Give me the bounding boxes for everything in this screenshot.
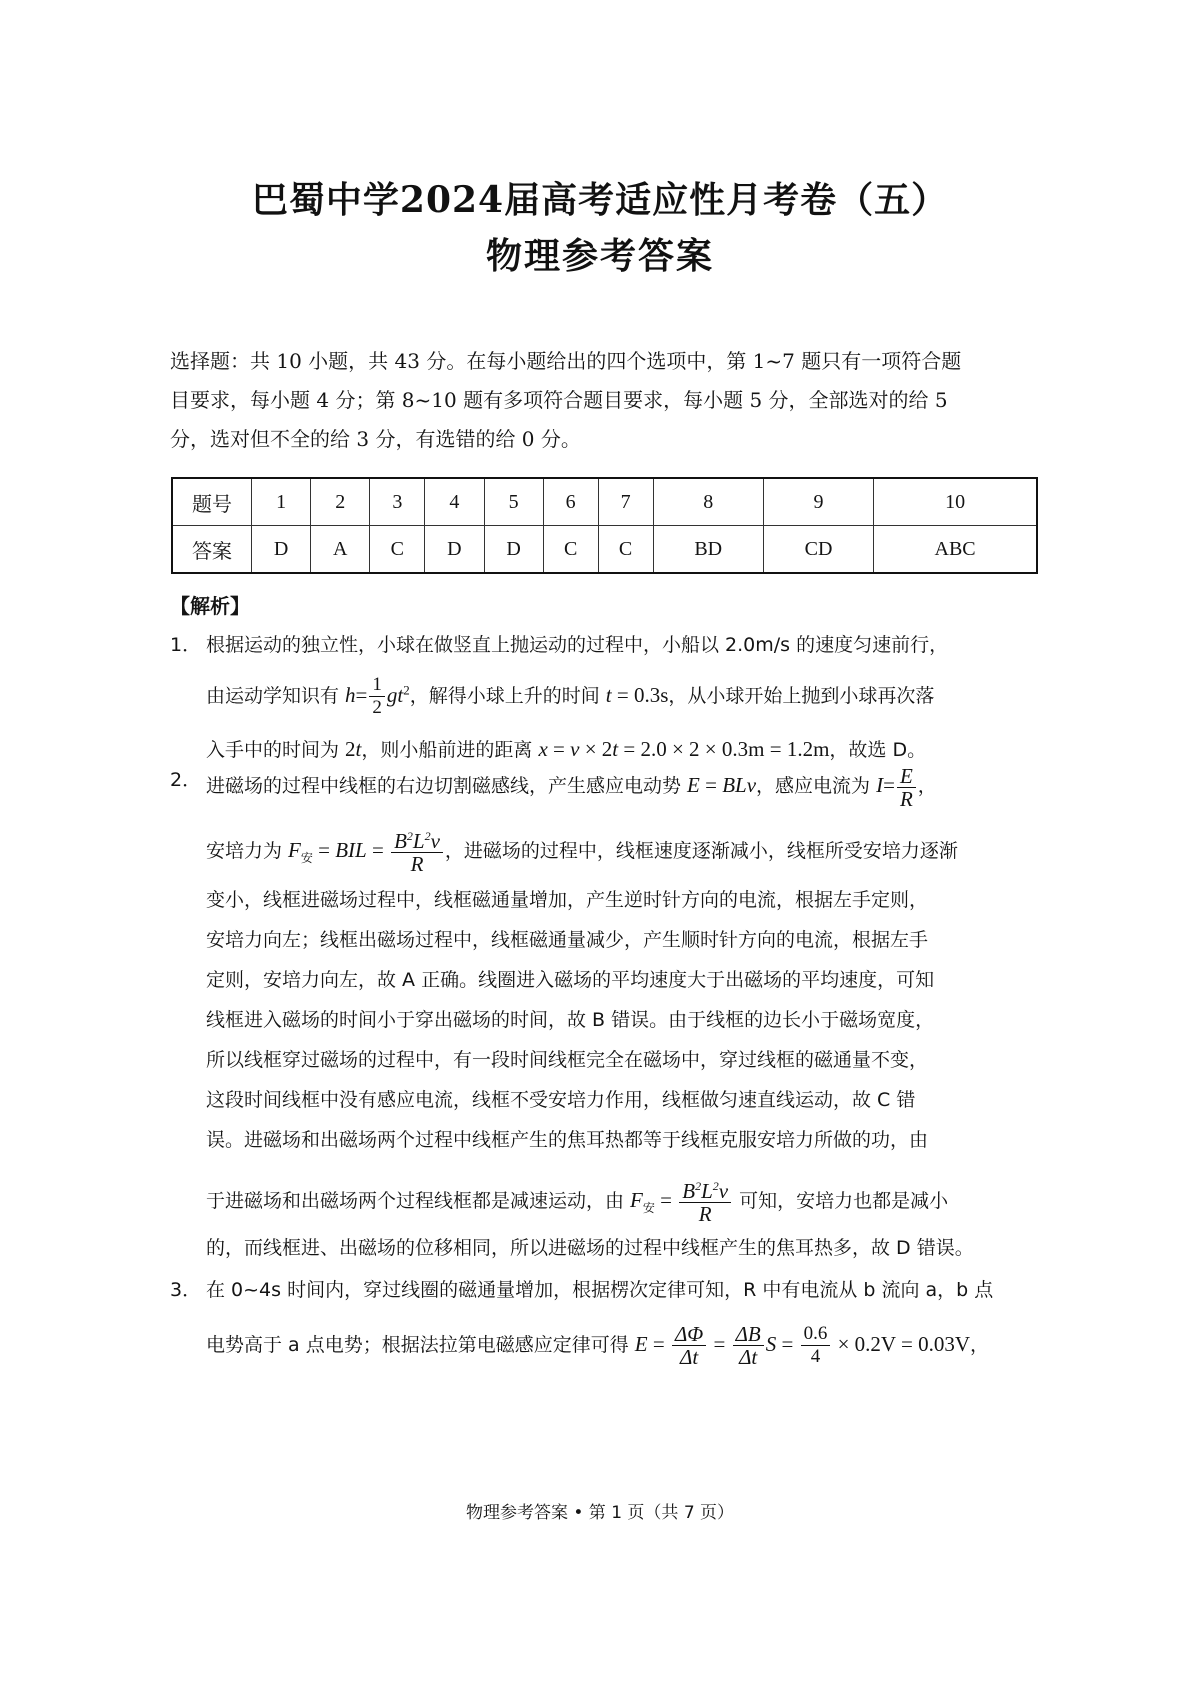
question-number: 2． bbox=[170, 769, 202, 791]
answer-table bbox=[171, 477, 1038, 574]
fraction: $\frac{\Delta\Phi}{\Delta t}$ bbox=[672, 1323, 706, 1368]
text-line: 线框进入磁场的时间小于穿出磁场的时间，故 B 错误。由于线框的边长小于磁场宽度， bbox=[206, 1009, 935, 1031]
text-fragment: ，感应电流为 bbox=[756, 775, 877, 797]
text-line: 的，而线框进、出磁场的位移相同，所以进磁场的过程中线框产生的焦耳热多，故 D 错误。 bbox=[206, 1237, 974, 1259]
table-cell: 10 bbox=[874, 478, 1037, 526]
text-fragment: ，则小船前进的距离 bbox=[361, 739, 539, 761]
table-cell: BD bbox=[653, 526, 763, 574]
text-fragment: ，解得小球上升的时间 bbox=[409, 685, 606, 707]
text-line: 变小，线框进磁场过程中，线框磁通量增加，产生逆时针方向的电流，根据左手定则， bbox=[206, 889, 929, 911]
text-fragment: ，从小球开始上抛到小球再次落 bbox=[668, 685, 935, 707]
text-fragment: ，故选 D。 bbox=[829, 739, 927, 761]
table-cell: C bbox=[598, 526, 653, 574]
table-header-cell: 题号 bbox=[172, 478, 252, 526]
table-cell: C bbox=[543, 526, 598, 574]
equation: x bbox=[538, 737, 548, 761]
table-cell: D bbox=[425, 526, 484, 574]
text-line: 进磁场的过程中线框的右边切割磁感线，产生感应电动势 E = BLv，感应电流为 I= $\frac{E}{R}$ ， bbox=[206, 764, 937, 811]
text-line: 误。进磁场和出磁场两个过程中线框产生的焦耳热都等于线框克服安培力所做的功，由 bbox=[206, 1129, 929, 1151]
equation: t bbox=[605, 683, 612, 707]
fraction: $\frac{E}{R}$ bbox=[897, 765, 916, 810]
table-cell: 6 bbox=[543, 478, 598, 526]
table-cell: 3 bbox=[370, 478, 425, 526]
text-fragment: 电势高于 a 点电势；根据法拉第电磁感应定律可得 bbox=[206, 1334, 635, 1356]
table-cell: ABC bbox=[874, 526, 1037, 574]
text-fragment: 可知，安培力也都是减小 bbox=[733, 1190, 949, 1212]
table-row-answers bbox=[172, 526, 1037, 574]
page-subtitle: 物理参考答案 bbox=[485, 235, 714, 277]
text-line: 定则，安培力向左，故 A 正确。线圈进入磁场的平均速度大于出磁场的平均速度，可知 bbox=[206, 969, 935, 991]
table-cell: 4 bbox=[425, 478, 484, 526]
text-fragment: ， bbox=[969, 1334, 989, 1356]
equation: h bbox=[345, 683, 356, 707]
text-fragment: 由运动学知识有 bbox=[206, 685, 346, 707]
text-line: 由运动学知识有 h= $\frac{1}{2}$ $gt^2$，解得小球上升的时间 t = 0.3s，从小球开始上抛到小球再次落 bbox=[206, 674, 935, 718]
table-header-cell: 答案 bbox=[172, 526, 252, 574]
text-line: 入手中的时间为 2t，则小船前进的距离 x = v × 2t = 2.0 × 2 × 0.3m = 1.2m，故选 D。 bbox=[206, 737, 927, 761]
fraction: $\frac{B^2L^2v}{R}$ bbox=[391, 825, 443, 875]
fraction: $\frac{0.6}{4}$ bbox=[801, 1323, 831, 1368]
fraction: $\frac{1}{2}$ bbox=[369, 674, 385, 719]
text-line: 这段时间线框中没有感应电流，线框不受安培力作用，线框做匀速直线运动，故 C 错 bbox=[206, 1089, 916, 1111]
table-cell: 9 bbox=[763, 478, 873, 526]
intro-line: 目要求，每小题 4 分；第 8~10 题有多项符合题目要求，每小题 5 分，全部选对的给 5 bbox=[170, 388, 948, 412]
text-line: 安培力向左；线框出磁场过程中，线框磁通量减少，产生顺时针方向的电流，根据左手 bbox=[206, 929, 929, 951]
text-fragment: 于进磁场和出磁场两个过程线框都是减速运动，由 bbox=[206, 1190, 631, 1212]
intro-line: 分，选对但不全的给 3 分，有选错的给 0 分。 bbox=[170, 427, 581, 451]
table-cell: C bbox=[370, 526, 425, 574]
intro-line: 选择题：共 10 小题，共 43 分。在每小题给出的四个选项中，第 1~7 题只有一项符合题 bbox=[170, 349, 962, 373]
table-row-numbers bbox=[172, 478, 1037, 526]
fraction: $\frac{B^2L^2v}{R}$ bbox=[679, 1175, 731, 1225]
table-cell: D bbox=[252, 526, 311, 574]
table-cell: 2 bbox=[311, 478, 370, 526]
text-line: 根据运动的独立性，小球在做竖直上抛运动的过程中，小船以 2.0m/s 的速度匀速前行， bbox=[206, 634, 949, 656]
text-fragment: 进磁场的过程中线框的右边切割磁感线，产生感应电动势 bbox=[206, 775, 688, 797]
analysis-heading: 【解析】 bbox=[170, 594, 250, 618]
table-cell: 8 bbox=[653, 478, 763, 526]
intro-text bbox=[170, 342, 1030, 459]
text-fragment: 安培力为 bbox=[206, 840, 289, 862]
fraction: $\frac{\Delta B}{\Delta t}$ bbox=[733, 1323, 764, 1368]
equation: E bbox=[687, 773, 700, 797]
table-cell: 5 bbox=[484, 478, 543, 526]
text-fragment: 入手中的时间为 bbox=[206, 739, 346, 761]
text-line: 安培力为 $F_安$ = BIL = $\frac{B^2L^2v}{R}$ ，进磁场的过程中，线框速度逐渐减小，线框所受安培力逐渐 bbox=[206, 825, 958, 875]
page-title: 巴蜀中学2024届高考适应性月考卷（五） bbox=[251, 179, 949, 221]
text-fragment: ，进磁场的过程中，线框速度逐渐减小，线框所受安培力逐渐 bbox=[444, 840, 958, 862]
table-cell: 1 bbox=[252, 478, 311, 526]
text-line: 电势高于 a 点电势；根据法拉第电磁感应定律可得 E = $\frac{\Delta\Phi}{\Delta t}$ = $\frac{\Delta B}{\Delta t}$ S = $\frac{0.6}{4}$ × 0.2V = 0.03V， bbox=[206, 1322, 989, 1369]
text-line: 于进磁场和出磁场两个过程线框都是减速运动，由 $F_安$ = $\frac{B^2L^2v}{R}$ 可知，安培力也都是减小 bbox=[206, 1175, 948, 1225]
page-footer: 物理参考答案 • 第 1 页（共 7 页） bbox=[465, 1503, 735, 1523]
question-number: 3． bbox=[170, 1279, 202, 1301]
table-cell: D bbox=[484, 526, 543, 574]
text-line: 在 0~4s 时间内，穿过线圈的磁通量增加，根据楞次定律可知，R 中有电流从 b 流向 a，b 点 bbox=[206, 1279, 994, 1301]
text-line: 所以线框穿过磁场的过程中，有一段时间线框完全在磁场中，穿过线框的磁通量不变， bbox=[206, 1049, 929, 1071]
question-number: 1． bbox=[170, 634, 202, 656]
table-cell: A bbox=[311, 526, 370, 574]
table-cell: 7 bbox=[598, 478, 653, 526]
table-cell: CD bbox=[763, 526, 873, 574]
